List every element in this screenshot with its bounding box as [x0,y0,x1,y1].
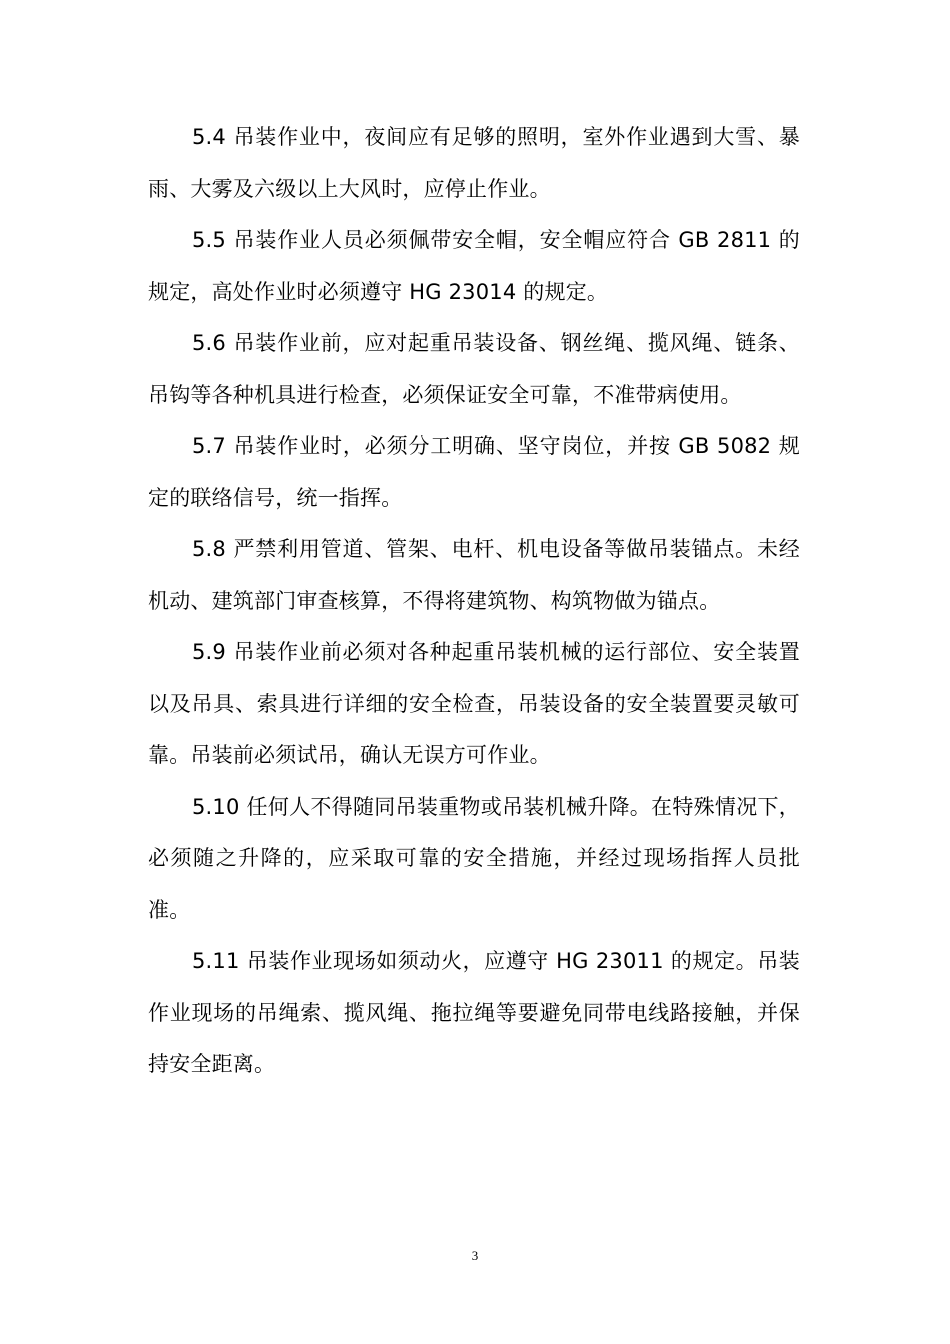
paragraph-5-6: 5.6 吊装作业前，应对起重吊装设备、钢丝绳、揽风绳、链条、吊钩等各种机具进行检查，必须保证安全可靠，不准带病使用。 [148,331,800,407]
paragraph-5-11: 5.11 吊装作业现场如须动火，应遵守 HG 23011 的规定。吊装作业现场的吊绳索、揽风绳、拖拉绳等要避免同带电线路接触，并保持安全距离。 [148,949,800,1076]
paragraph-5-5: 5.5 吊装作业人员必须佩带安全帽，安全帽应符合 GB 2811 的规定，高处作业时必须遵守 HG 23014 的规定。 [148,228,800,304]
paragraph-5-7: 5.7 吊装作业时，必须分工明确、坚守岗位，并按 GB 5082 规定的联络信号，统一指挥。 [148,434,800,510]
paragraph-5-9: 5.9 吊装作业前必须对各种起重吊装机械的运行部位、安全装置以及吊具、索具进行详细的安全检查，吊装设备的安全装置要灵敏可靠。吊装前必须试吊，确认无误方可作业。 [148,640,800,767]
paragraph-5-4: 5.4 吊装作业中，夜间应有足够的照明，室外作业遇到大雪、暴雨、大雾及六级以上大风时，应停止作业。 [148,125,800,201]
page-number: 3 [471,1248,479,1263]
paragraph-5-10: 5.10 任何人不得随同吊装重物或吊装机械升降。在特殊情况下，必须随之升降的，应采取可靠的安全措施，并经过现场指挥人员批准。 [148,794,800,922]
document-body [148,112,800,1091]
paragraph-5-8: 5.8 严禁利用管道、管架、电杆、机电设备等做吊装锚点。未经机动、建筑部门审查核算，不得将建筑物、构筑物做为锚点。 [148,537,800,613]
